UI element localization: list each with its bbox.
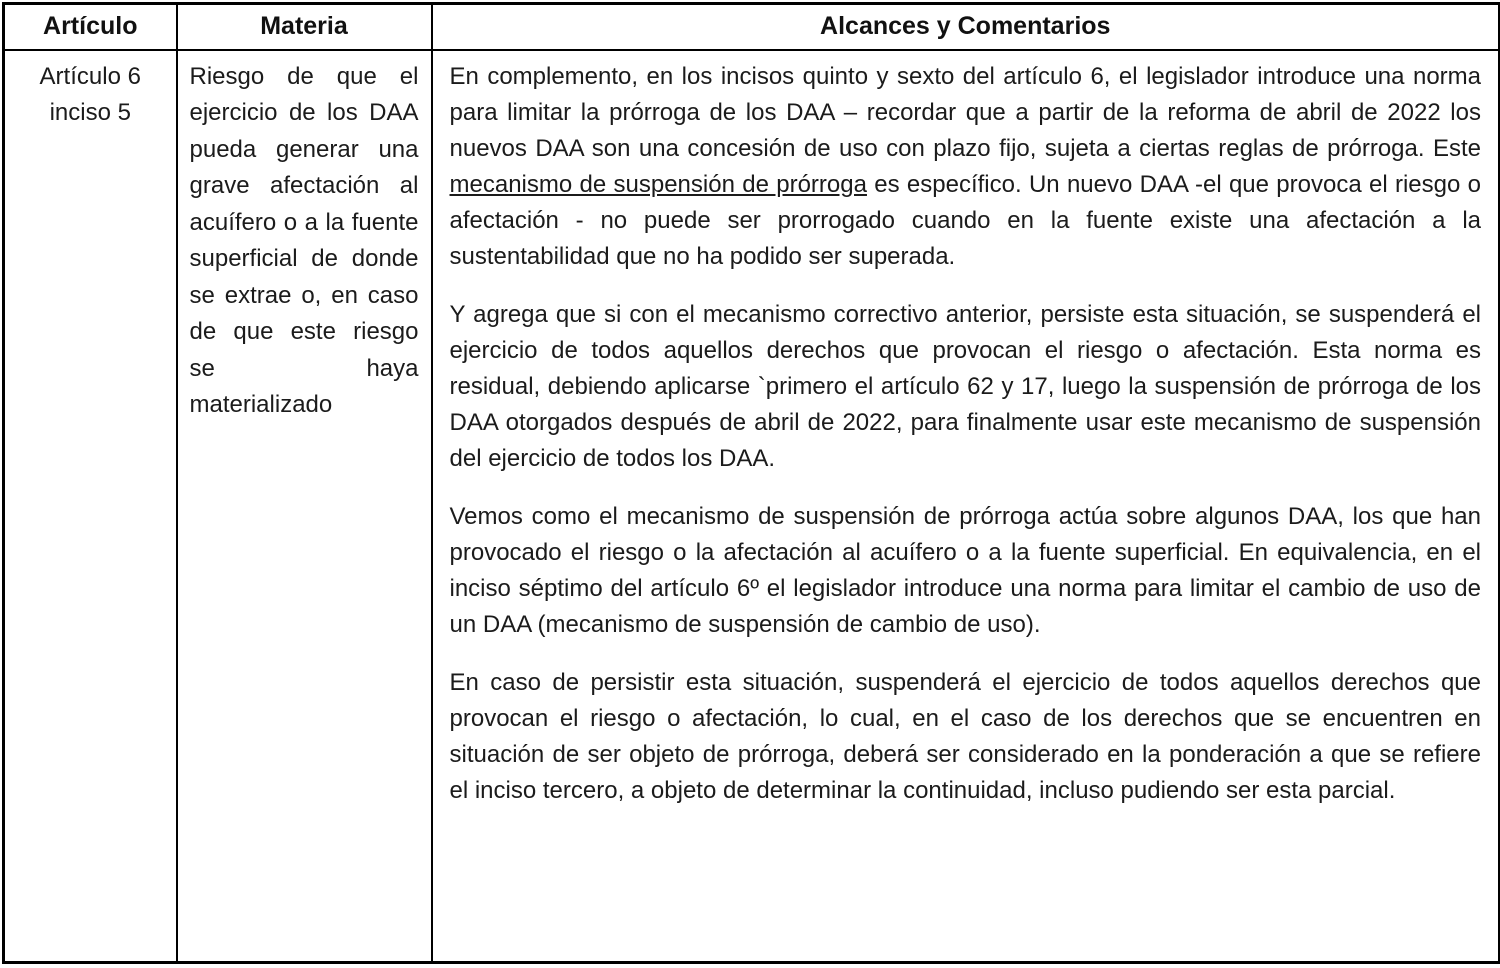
- header-row: [4, 4, 1500, 51]
- header-articulo: Artículo: [4, 4, 177, 51]
- articulo-line-1: Artículo 6: [39, 63, 141, 90]
- paragraph-3: Vemos como el mecanismo de suspensión de prórroga actúa sobre algunos DAA, los que han provocado el riesgo o la afectación al acuífero o a la fuente superficial. En equivalencia, en el inciso séptimo del artículo 6º el legislador introduce una norma para limitar el cambio de uso de un DAA (mecanismo de suspensión de cambio de uso).: [449, 503, 1481, 638]
- underlined-phrase: mecanismo de suspensión de prórroga: [449, 171, 867, 198]
- table-row: [4, 50, 1500, 963]
- header-materia: Materia: [177, 4, 432, 51]
- header-alcances: Alcances y Comentarios: [432, 4, 1500, 51]
- paragraph-4: En caso de persistir esta situación, suspenderá el ejercicio de todos aquellos derechos que provocan el riesgo o afectación, lo cual, en el caso de los derechos que se encuentren en situación de ser objeto de prórroga, deberá ser considerado en la ponderación a que se refiere el inciso tercero, a objeto de determinar la continuidad, incluso pudiendo ser esta parcial.: [449, 669, 1481, 804]
- cell-materia: [177, 50, 432, 963]
- paragraph-1-tail: es específico. Un nuevo DAA -el que provoca el riesgo o afectación - no puede ser prorrogado cuando en la fuente existe una afectación a la sustentabilidad que no ha podido ser superada.: [449, 171, 1482, 270]
- paragraph-2: Y agrega que si con el mecanismo correctivo anterior, persiste esta situación, se suspenderá el ejercicio de todos aquellos derechos que provocan el riesgo o afectación. Esta norma es residual, debiendo aplicarse `primero el artículo 62 y 17, luego la suspensión de prórroga de los DAA otorgados después de abril de 2022, para finalmente usar este mecanismo de suspensión del ejercicio de todos los DAA.: [449, 301, 1481, 472]
- materia-text: Riesgo de que el ejercicio de los DAA pueda generar una grave afectación al acuífero o a la fuente superficial de donde se extrae o, en caso de que este riesgo se haya materializado: [189, 63, 419, 419]
- paragraph-1-lead: En complemento, en los incisos quinto y sexto del artículo 6, el legislador introduce una norma para limitar la prórroga de los DAA – recordar que a partir de la reforma de abril de 2022 los nuevos DAA son una concesión de uso con plazo fijo, sujeta a ciertas reglas de prórroga. Este: [449, 63, 1481, 162]
- articulo-line-2: inciso 5: [49, 99, 131, 126]
- paragraph-1: [450, 59, 1482, 275]
- cell-articulo: [4, 50, 177, 963]
- cell-comentarios: [432, 50, 1500, 963]
- document-table: [2, 2, 1500, 964]
